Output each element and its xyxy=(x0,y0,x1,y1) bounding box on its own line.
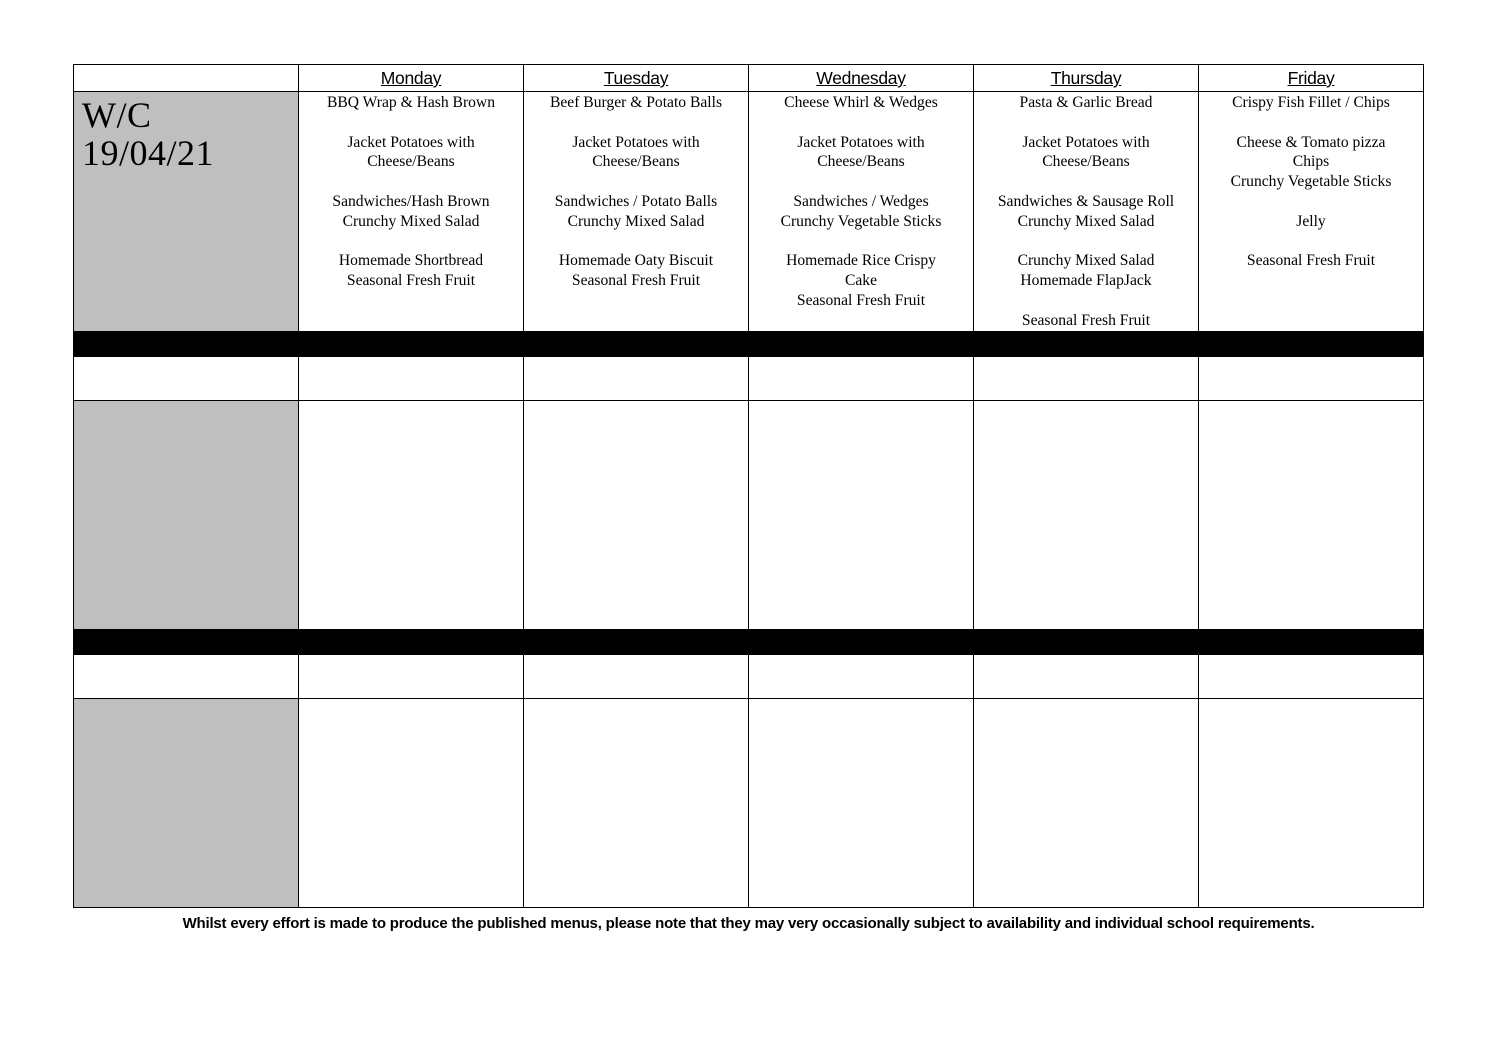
menu-item: Sandwiches / Potato Balls xyxy=(554,192,718,210)
empty-week-label-cell xyxy=(74,698,299,907)
header-corner-cell xyxy=(74,65,299,92)
menu-item: Cheese/Beans xyxy=(367,153,455,171)
menu-spacer xyxy=(1199,113,1423,133)
menu-spacer xyxy=(974,232,1198,252)
menu-table xyxy=(73,64,1424,908)
menu-item: Sandwiches / Wedges xyxy=(793,192,929,210)
menu-cell-wednesday xyxy=(749,92,974,332)
menu-spacer xyxy=(1199,232,1423,252)
menu-item: Crispy Fish Fillet / Chips xyxy=(1232,94,1390,111)
menu-item: Cheese/Beans xyxy=(817,153,905,171)
empty-week-row xyxy=(74,698,1424,907)
menu-item: Seasonal Fresh Fruit xyxy=(571,272,701,290)
menu-item: Jacket Potatoes with xyxy=(347,133,475,151)
menu-item: Seasonal Fresh Fruit xyxy=(796,291,926,309)
menu-item: Beef Burger & Potato Balls xyxy=(549,94,723,111)
menu-item: Crunchy Vegetable Sticks xyxy=(1230,173,1392,191)
menu-item: Chips xyxy=(1292,153,1330,171)
menu-item: Crunchy Mixed Salad xyxy=(1017,212,1155,230)
menu-item: Cheese/Beans xyxy=(1042,153,1130,171)
header-row xyxy=(74,65,1424,92)
menu-item: Crunchy Vegetable Sticks xyxy=(780,212,942,230)
menu-item: Homemade FlapJack xyxy=(1020,272,1152,290)
empty-week-row xyxy=(74,400,1424,629)
header-friday: Friday xyxy=(1199,65,1424,92)
menu-spacer xyxy=(974,291,1198,311)
menu-item: Jelly xyxy=(1296,212,1326,230)
menu-item: Cheese & Tomato pizza xyxy=(1236,133,1386,151)
menu-item: Crunchy Mixed Salad xyxy=(342,212,480,230)
menu-spacer xyxy=(524,113,748,133)
menu-item: Sandwiches & Sausage Roll xyxy=(997,192,1175,210)
week-label-cell xyxy=(74,92,299,332)
footer-disclaimer: Whilst every effort is made to produce the published menus, please note that they may very occasionally subject to availability and individual school requirements. xyxy=(182,915,1315,932)
menu-cell-friday xyxy=(1199,92,1424,332)
menu-item: Crunchy Mixed Salad xyxy=(567,212,705,230)
menu-item: Crunchy Mixed Salad xyxy=(1017,252,1155,270)
menu-item: Seasonal Fresh Fruit xyxy=(1246,252,1376,270)
week-row xyxy=(74,92,1424,332)
menu-item: Cheese Whirl & Wedges xyxy=(784,94,938,111)
menu-cell-thursday xyxy=(974,92,1199,332)
empty-week-label-cell xyxy=(74,400,299,629)
menu-item: Homemade Shortbread xyxy=(338,252,484,270)
menu-item: Homemade Rice Crispy xyxy=(786,252,936,270)
menu-item: Pasta & Garlic Bread xyxy=(1019,94,1153,111)
separator-bar xyxy=(74,629,1424,654)
menu-spacer xyxy=(1199,192,1423,212)
separator-row xyxy=(74,629,1424,654)
blank-header-row xyxy=(74,654,1424,698)
menu-item: Seasonal Fresh Fruit xyxy=(1021,311,1151,329)
menu-spacer xyxy=(749,172,973,192)
header-wednesday: Wednesday xyxy=(749,65,974,92)
menu-item: Cake xyxy=(844,272,878,290)
blank-header-row xyxy=(74,356,1424,400)
menu-spacer xyxy=(299,232,523,252)
separator-row xyxy=(74,331,1424,356)
menu-item: Cheese/Beans xyxy=(592,153,680,171)
menu-item: Jacket Potatoes with xyxy=(572,133,700,151)
menu-item: BBQ Wrap & Hash Brown xyxy=(326,94,495,111)
menu-spacer xyxy=(524,172,748,192)
menu-spacer xyxy=(749,232,973,252)
header-monday: Monday xyxy=(299,65,524,92)
menu-spacer xyxy=(974,172,1198,192)
separator-bar xyxy=(74,331,1424,356)
menu-item: Homemade Oaty Biscuit xyxy=(558,252,714,270)
menu-spacer xyxy=(524,232,748,252)
menu-item: Jacket Potatoes with xyxy=(797,133,925,151)
menu-spacer xyxy=(974,113,1198,133)
menu-spacer xyxy=(749,113,973,133)
menu-spacer xyxy=(299,172,523,192)
header-tuesday: Tuesday xyxy=(524,65,749,92)
menu-cell-monday xyxy=(299,92,524,332)
menu-cell-tuesday xyxy=(524,92,749,332)
menu-item: Seasonal Fresh Fruit xyxy=(346,272,476,290)
header-thursday: Thursday xyxy=(974,65,1199,92)
week-label: W/C 19/04/21 xyxy=(82,95,215,173)
menu-spacer xyxy=(299,113,523,133)
menu-item: Sandwiches/Hash Brown xyxy=(332,192,490,210)
menu-item: Jacket Potatoes with xyxy=(1022,133,1150,151)
